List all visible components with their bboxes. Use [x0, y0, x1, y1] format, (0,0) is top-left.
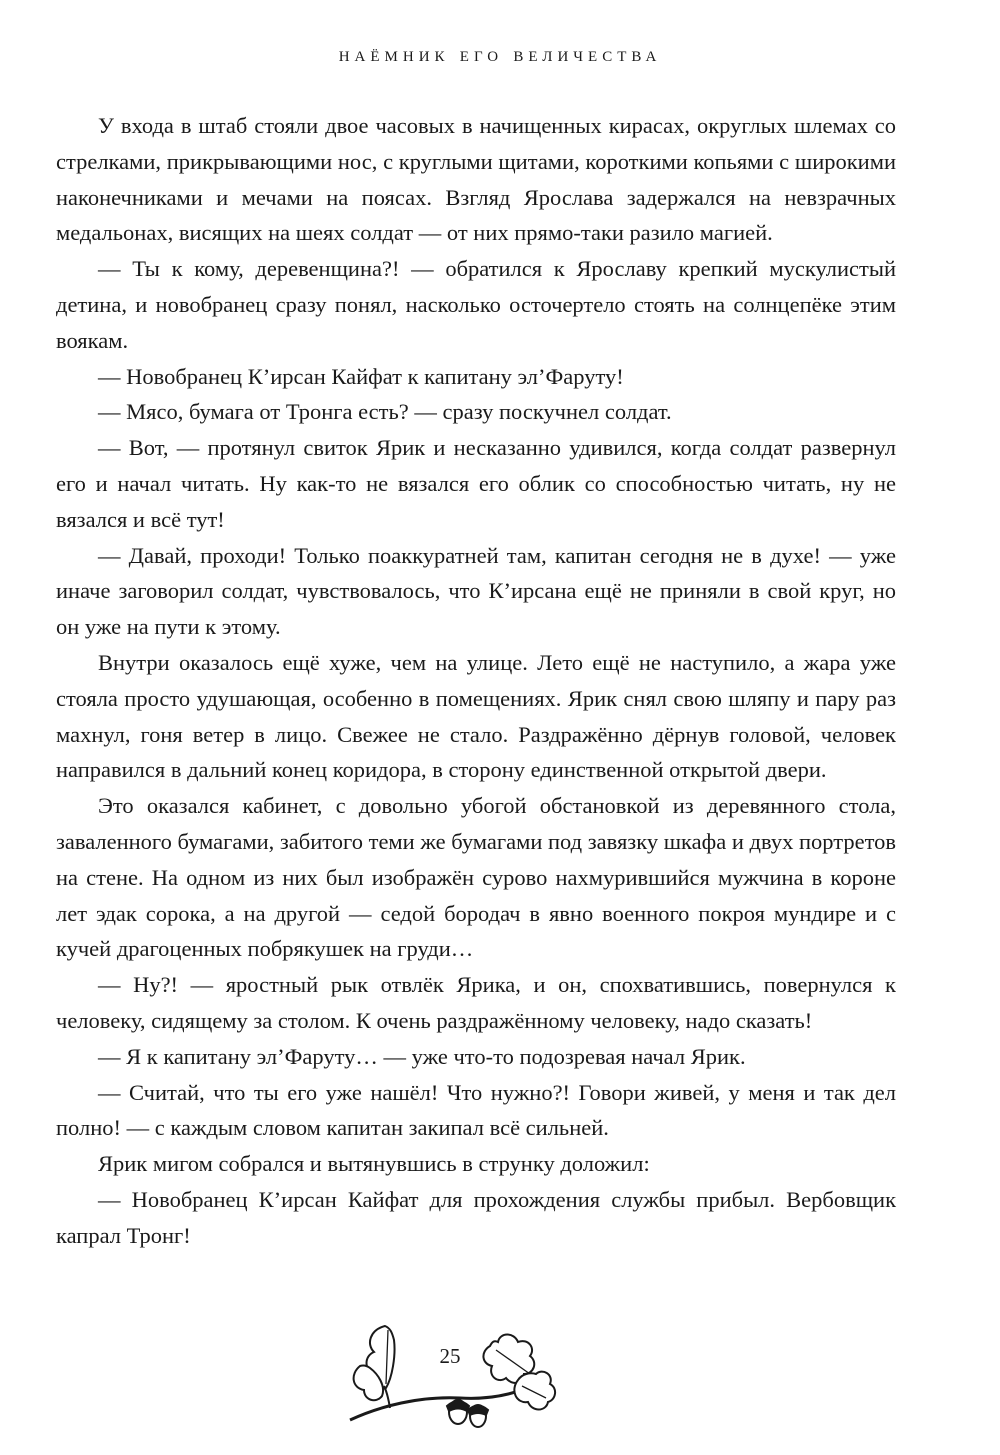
paragraph: — Считай, что ты его уже нашёл! Что нужно?! Говори живей, у меня и так дел полно! — с каждым словом капитан закипал всё сильней. — [56, 1079, 896, 1141]
paragraph: — Я к капитану эл’Фаруту… — уже что-то подозревая начал Ярик. — [98, 1043, 746, 1069]
page-footer — [0, 1316, 1000, 1436]
paragraph: У входа в штаб стояли двое часовых в начищенных кирасах, округлых шлемах со стрелками, прикрывающими нос, с круглыми щитами, короткими копьями с широкими наконечниками и мечами на поясах. Взгляд Ярослава задержался на невзрачных медальонах, висящих на шеях солдат — от них прямо-таки разило магией. — [56, 113, 896, 246]
paragraph: — Ну?! — яростный рык отвлёк Ярика, и он, спохватившись, повернулся к человеку, сидящему за столом. К очень раздражённому человеку, надо сказать! — [56, 972, 896, 1033]
paragraph: Это оказался кабинет, с довольно убогой обстановкой из деревянного стола, заваленного бумагами, забитого теми же бумагами под завязку шкафа и двух портретов на стене. На одном из них был изображён сурово нахмурившийся мужчина в короне лет эдак сорока, а на другой — седой бородач в явно военного покроя мундире и с кучей драгоценных побрякушек на груди… — [56, 793, 896, 962]
paragraph: — Ты к кому, деревенщина?! — обратился к Ярославу крепкий мускулистый детина, и новобранец сразу понял, насколько осточертело стоять на солнцепёке этим воякам. — [56, 256, 896, 353]
paragraph: — Новобранец К’ирсан Кайфат для прохождения службы прибыл. Вербовщик капрал Тронг! — [56, 1186, 896, 1248]
paragraph: — Мясо, бумага от Тронга есть? — сразу поскучнел солдат. — [98, 399, 672, 425]
oak-branch-icon — [340, 1316, 570, 1431]
paragraph: — Давай, проходи! Только поаккуратней там, капитан сегодня не в духе! — уже иначе заговорил солдат, чувствовалось, что К’ирсана ещё не приняли в свой круг, но он уже на пути к этому. — [56, 542, 896, 640]
paragraph: — Вот, — протянул свиток Ярик и несказанно удивился, когда солдат развернул его и начал читать. Ну как-то не вязался его облик со способностью читать, ну не вязался и всё тут! — [56, 435, 896, 532]
running-title: наёмник его величества — [338, 42, 662, 66]
paragraph: — Новобранец К’ирсан Кайфат к капитану эл’Фаруту! — [98, 363, 624, 389]
paragraph: Внутри оказалось ещё хуже, чем на улице. Лето ещё не наступило, а жара уже стояла просто удушающая, особенно в помещениях. Ярик снял свою шляпу и пару раз махнул, гоня ветер в лицо. Свежее не стало. Раздражённо дёрнув головой, человек направился в дальний конец коридора, в сторону единственной открытой двери. — [56, 649, 896, 783]
body-text — [56, 108, 896, 1254]
page-number: 25 — [439, 1344, 461, 1368]
paragraph: Ярик мигом собрался и вытянувшись в струнку доложил: — [98, 1151, 650, 1177]
